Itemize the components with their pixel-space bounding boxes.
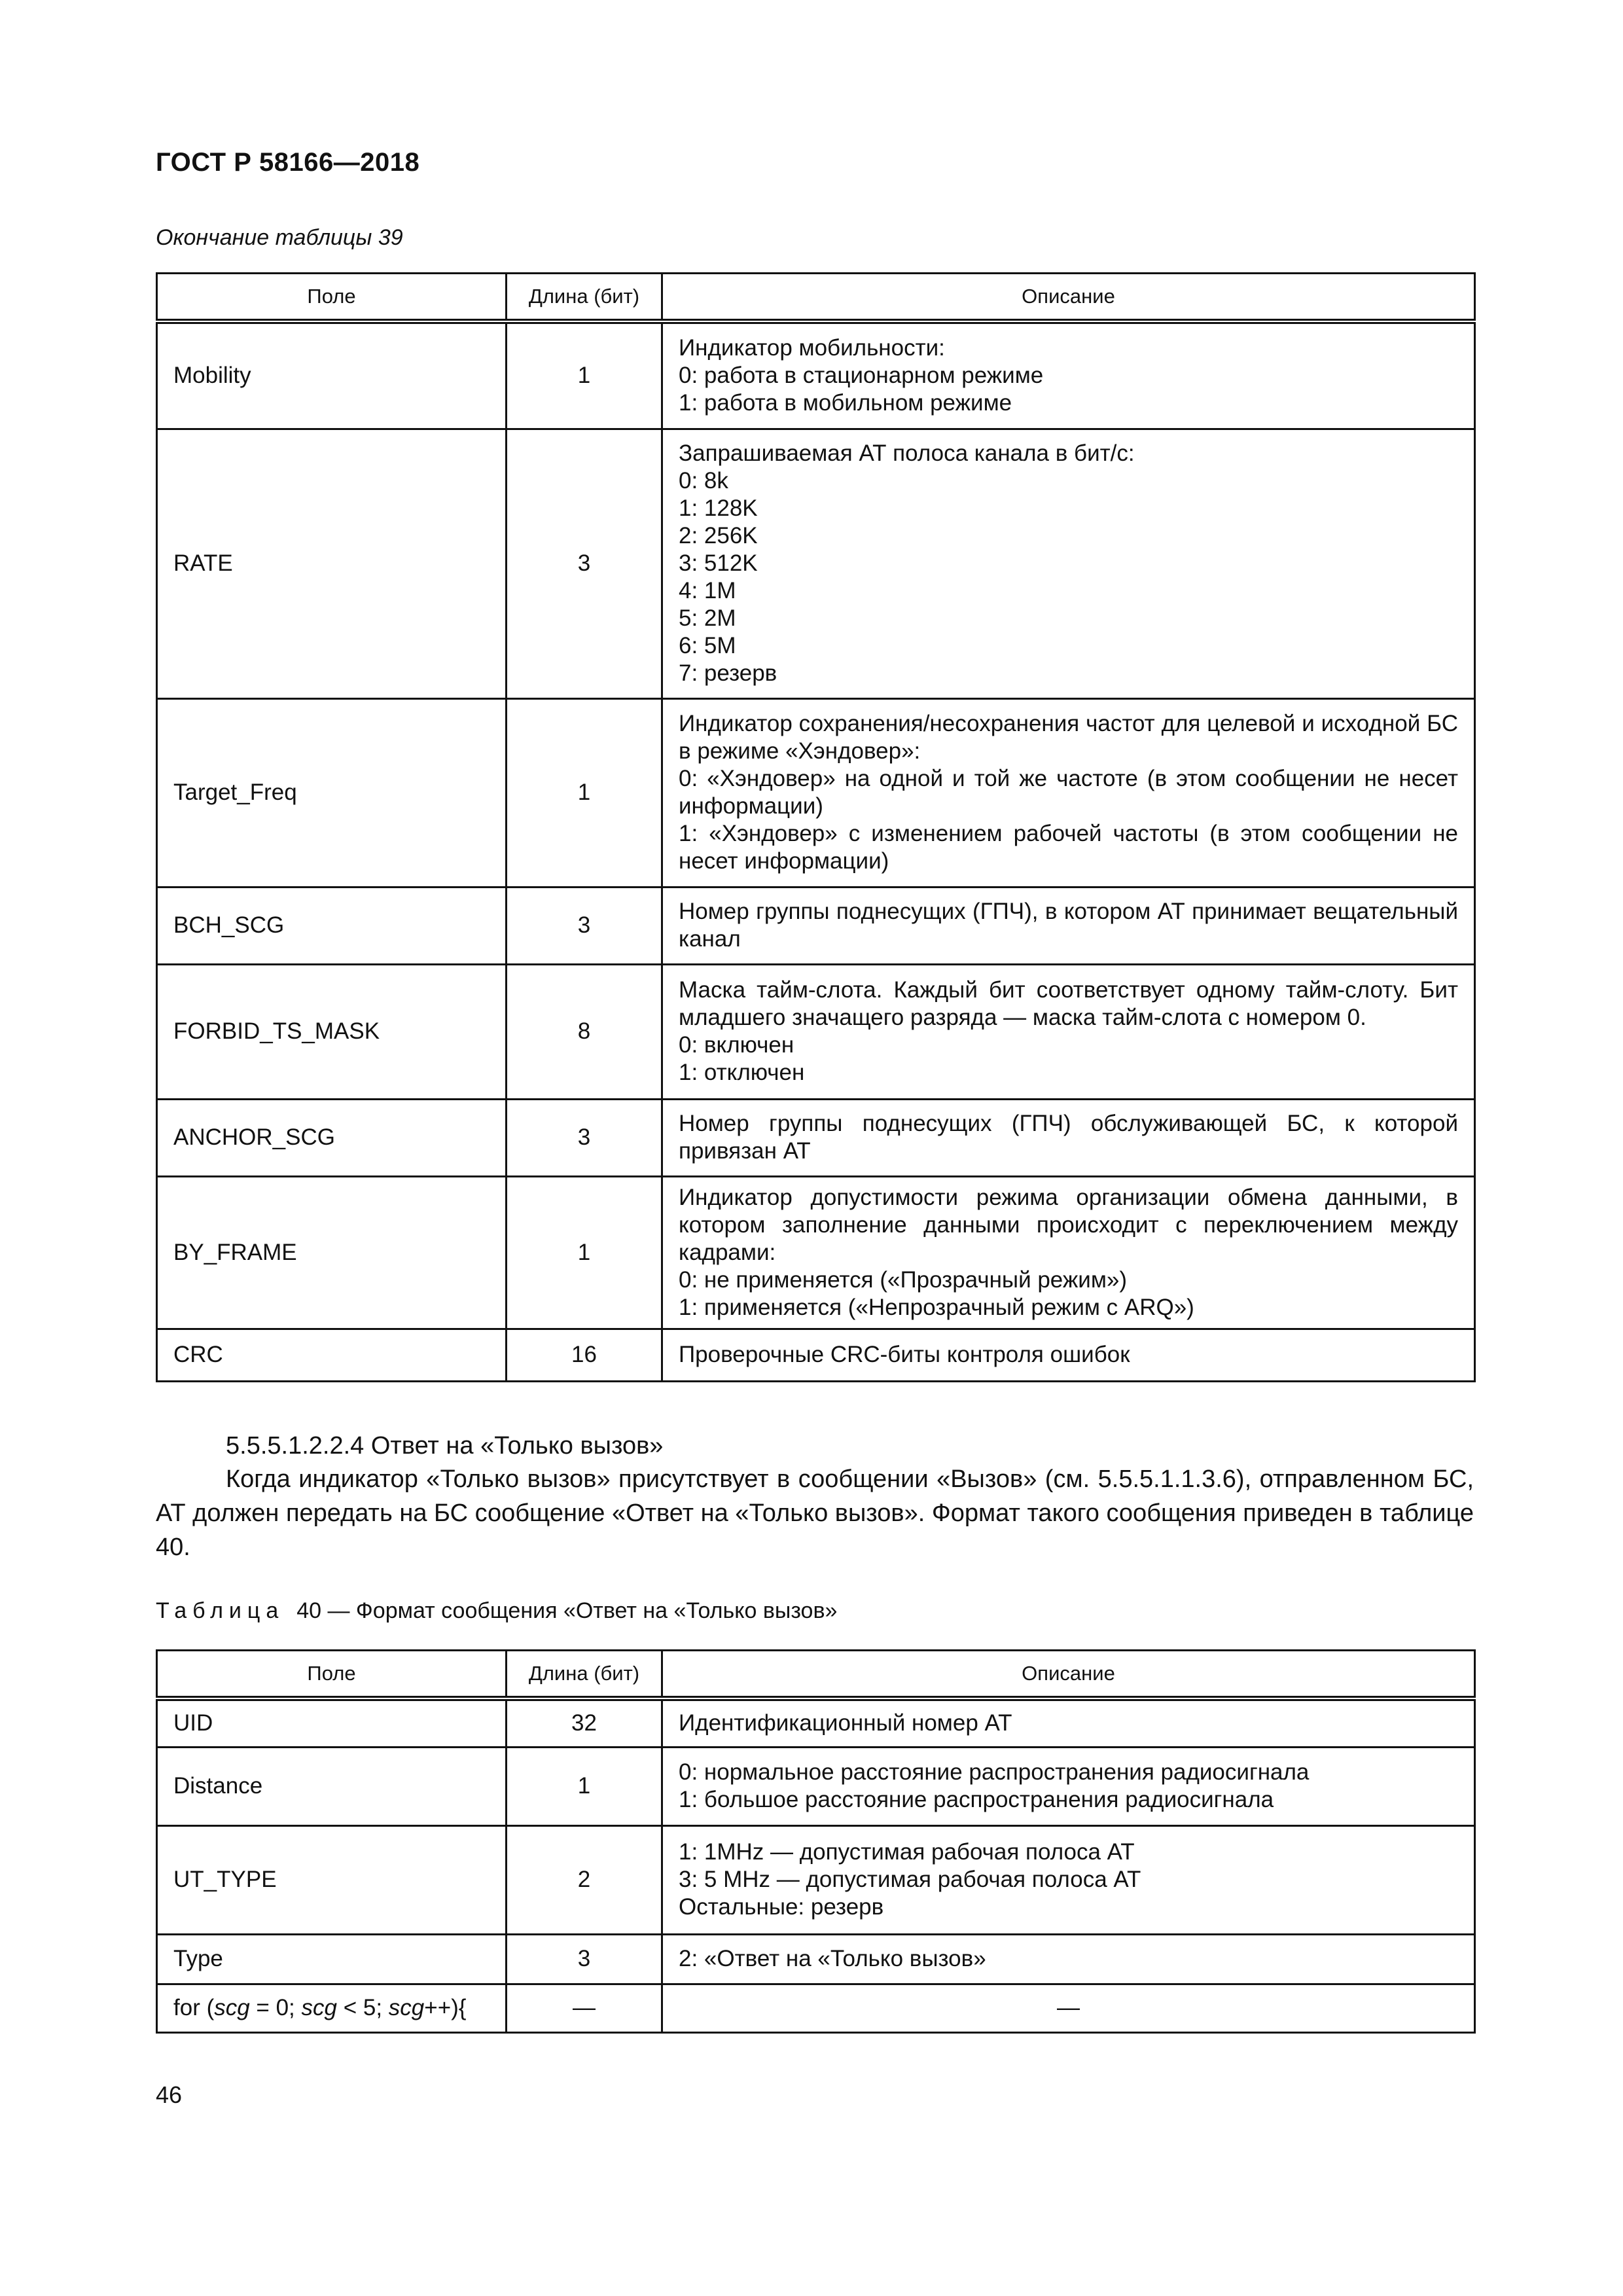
description-line: 0: нормальное расстояние распространения радиосигнала <box>679 1759 1310 1785</box>
table-39-body <box>157 321 1475 1381</box>
table-row <box>157 1825 1475 1934</box>
field-cell: FORBID_TS_MASK <box>157 964 507 1099</box>
description-line: 6: 5M <box>679 633 736 658</box>
table-40-caption <box>156 1598 837 1624</box>
table-40-header-row <box>157 1651 1475 1699</box>
field-cell: RATE <box>157 429 507 698</box>
description-line: 3: 512K <box>679 550 758 576</box>
description-line: 1: применяется («Непрозрачный режим с ARQ») <box>679 1294 1194 1320</box>
table-row <box>157 1747 1475 1825</box>
length-cell: 1 <box>507 1747 662 1825</box>
table-39 <box>156 272 1476 1382</box>
field-cell: BCH_SCG <box>157 887 507 964</box>
table-39-header-row <box>157 274 1475 322</box>
field-cell: Mobility <box>157 321 507 429</box>
length-cell: 1 <box>507 321 662 429</box>
length-cell: 3 <box>507 429 662 698</box>
description-line: 7: резерв <box>679 660 777 686</box>
description-line: Номер группы поднесущих (ГПЧ) обслуживающей БС, к которой привязан АТ <box>679 1111 1458 1164</box>
length-cell: 3 <box>507 887 662 964</box>
description-line: 0: «Хэндовер» на одной и той же частоте (в этом сообщении не несет информации) <box>679 766 1458 819</box>
field-cell: BY_FRAME <box>157 1176 507 1329</box>
description-line: Индикатор сохранения/несохранения частот для целевой и исходной БС в режиме «Хэндовер»: <box>679 711 1458 764</box>
description-line: 1: «Хэндовер» с изменением рабочей частоты (в этом сообщении не несет информации) <box>679 821 1458 874</box>
length-cell: 8 <box>507 964 662 1099</box>
description-cell <box>662 887 1475 964</box>
description-cell <box>662 429 1475 698</box>
description-line: 5: 2M <box>679 605 736 631</box>
description-cell <box>662 1825 1475 1934</box>
table-row <box>157 1984 1475 2032</box>
length-cell: 1 <box>507 698 662 887</box>
description-cell <box>662 1099 1475 1176</box>
table-row <box>157 321 1475 429</box>
field-cell: UID <box>157 1698 507 1747</box>
description-line: 0: не применяется («Прозрачный режим») <box>679 1266 1128 1293</box>
table-39-continuation-caption: Окончание таблицы 39 <box>156 225 403 250</box>
description-cell: — <box>662 1984 1475 2032</box>
description-line: 0: работа в стационарном режиме <box>679 363 1044 389</box>
description-line: Проверочные CRC-биты контроля ошибок <box>679 1342 1130 1367</box>
description-cell <box>662 1176 1475 1329</box>
column-header-length: Длина (бит) <box>507 274 662 322</box>
description-cell <box>662 1698 1475 1747</box>
length-cell: 1 <box>507 1176 662 1329</box>
length-cell: 2 <box>507 1825 662 1934</box>
section-heading: 5.5.5.1.2.2.4 Ответ на «Только вызов» <box>226 1432 664 1460</box>
table-40-caption-title: 40 — Формат сообщения «Ответ на «Только вызов» <box>296 1598 838 1623</box>
column-header-description: Описание <box>662 274 1475 322</box>
table-row <box>157 1176 1475 1329</box>
description-line: Запрашиваемая АТ полоса канала в бит/с: <box>679 440 1135 466</box>
length-cell: 3 <box>507 1934 662 1984</box>
description-line: Индикатор допустимости режима организации обмена данными, в котором заполнение данными происходит с переключением между кадрами: <box>679 1184 1458 1265</box>
table-40-caption-word: Таблица <box>156 1598 285 1623</box>
description-line: Остальные: резерв <box>679 1894 884 1920</box>
description-line: 0: 8k <box>679 468 728 493</box>
column-header-field: Поле <box>157 274 507 322</box>
description-line: Номер группы поднесущих (ГПЧ), в котором АТ принимает вещательный канал <box>679 899 1458 952</box>
description-line: 1: работа в мобильном режиме <box>679 390 1012 416</box>
table-40 <box>156 1649 1476 2034</box>
field-cell: Target_Freq <box>157 698 507 887</box>
column-header-length: Длина (бит) <box>507 1651 662 1699</box>
description-line: 2: 256K <box>679 523 758 548</box>
field-cell: Distance <box>157 1747 507 1825</box>
description-cell <box>662 964 1475 1099</box>
table-row <box>157 1099 1475 1176</box>
field-cell: ANCHOR_SCG <box>157 1099 507 1176</box>
table-row <box>157 964 1475 1099</box>
description-line: 0: включен <box>679 1032 794 1058</box>
length-cell: 32 <box>507 1698 662 1747</box>
description-cell <box>662 698 1475 887</box>
description-cell <box>662 1747 1475 1825</box>
description-line: 1: 1MHz — допустимая рабочая полоса АТ <box>679 1839 1135 1865</box>
field-cell: UT_TYPE <box>157 1825 507 1934</box>
table-row <box>157 887 1475 964</box>
section-paragraph: Когда индикатор «Только вызов» присутствует в сообщении «Вызов» (см. 5.5.5.1.1.3.6), отправленном БС, АТ должен передать на БС сообщение «Ответ на «Только вызов». Формат такого сообщения приведен в таблице 40. <box>156 1465 1474 1561</box>
field-cell: Type <box>157 1934 507 1984</box>
table-row <box>157 1329 1475 1381</box>
field-cell: for (scg = 0; scg < 5; scg++){ <box>157 1984 507 2032</box>
description-line: 1: большое расстояние распространения радиосигнала <box>679 1787 1274 1812</box>
description-line: 3: 5 MHz — допустимая рабочая полоса АТ <box>679 1867 1141 1892</box>
description-line: 1: 128K <box>679 495 758 521</box>
description-line: Идентификационный номер АТ <box>679 1710 1012 1736</box>
description-cell <box>662 321 1475 429</box>
table-40-body <box>157 1698 1475 1984</box>
table-row <box>157 1698 1475 1747</box>
length-cell: 16 <box>507 1329 662 1381</box>
document-standard-header: ГОСТ Р 58166—2018 <box>156 148 420 177</box>
description-line: Индикатор мобильности: <box>679 335 945 361</box>
description-line: 2: «Ответ на «Только вызов» <box>679 1946 986 1971</box>
table-row <box>157 429 1475 698</box>
page-number: 46 <box>156 2081 183 2108</box>
length-cell: 3 <box>507 1099 662 1176</box>
description-cell <box>662 1934 1475 1984</box>
column-header-description: Описание <box>662 1651 1475 1699</box>
description-line: 1: отключен <box>679 1060 805 1085</box>
description-line: 4: 1M <box>679 578 736 603</box>
length-cell: — <box>507 1984 662 2032</box>
table-row <box>157 698 1475 887</box>
column-header-field: Поле <box>157 1651 507 1699</box>
description-line: Маска тайм-слота. Каждый бит соответствует одному тайм-слоту. Бит младшего значащего разряда — маска тайм-слота с номером 0. <box>679 977 1458 1030</box>
table-row <box>157 1934 1475 1984</box>
description-cell <box>662 1329 1475 1381</box>
field-cell: CRC <box>157 1329 507 1381</box>
